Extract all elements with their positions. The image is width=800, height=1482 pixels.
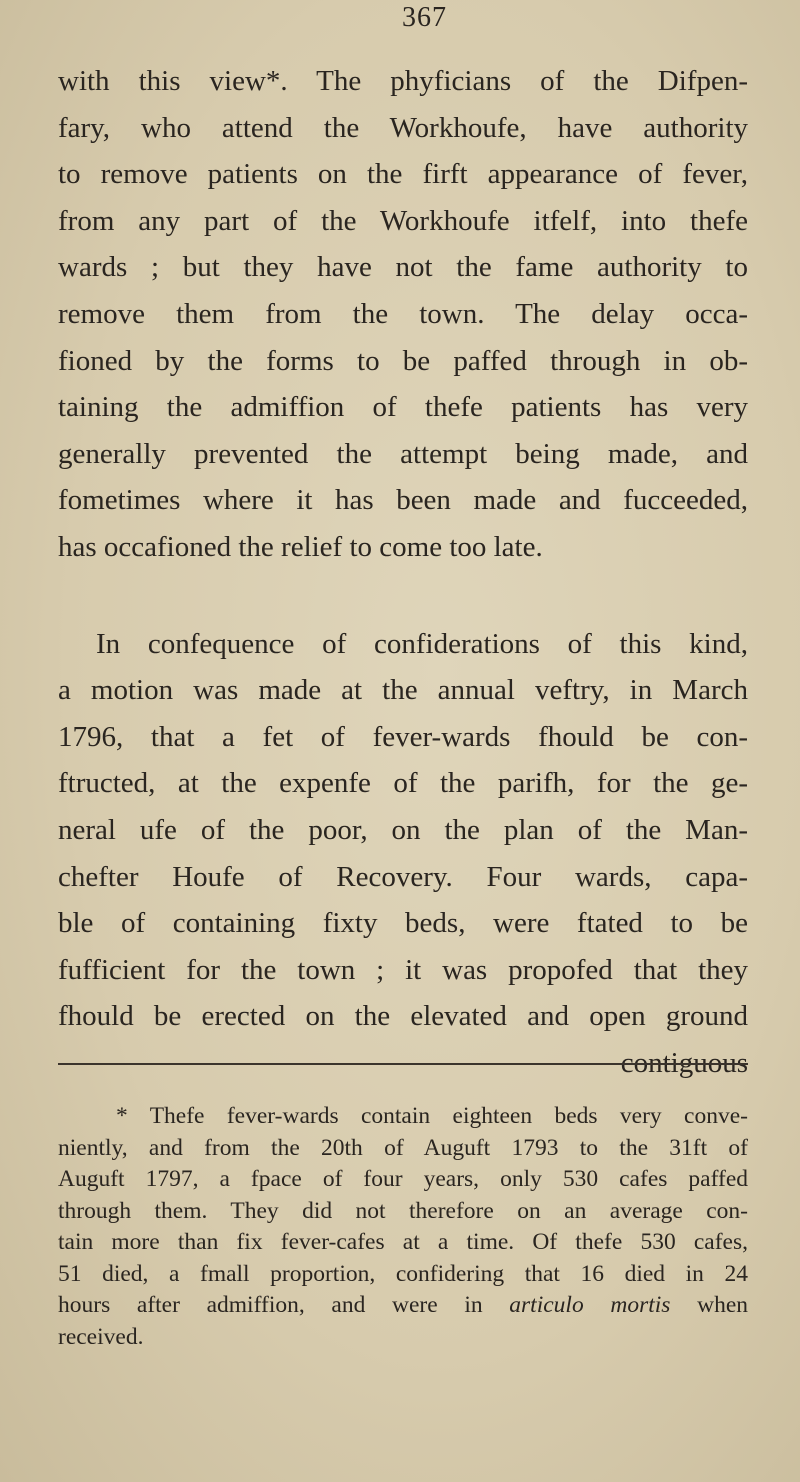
text-line: to remove patients on the firft appearance of fever, [58, 158, 748, 191]
footnote-text: hours after admiffion, and were in [58, 1292, 483, 1318]
text-line: fometimes where it has been made and fucceeded, [58, 484, 748, 517]
text-line: ftructed, at the expenfe of the parifh, for the ge- [58, 767, 748, 800]
text-line: 1796, that a fet of fever-wards fhould be con- [58, 720, 748, 753]
footnote-italic: articulo mortis [509, 1292, 671, 1318]
text-line: neral ufe of the poor, on the plan of the Man- [58, 813, 748, 846]
text-line: fufficient for the town ; it was propofed that they [58, 953, 748, 986]
text-line: fhould be erected on the elevated and open ground [58, 1000, 748, 1033]
footnote [58, 1101, 748, 1353]
footnote-line [58, 1290, 748, 1322]
footnote-line: niently, and from the 20th of Auguft 1793 to the 31ft of [58, 1134, 748, 1161]
text-line: fioned by the forms to be paffed through in ob- [58, 344, 748, 377]
text-line: In confequence of confiderations of this kind, [96, 627, 748, 660]
footnote-rule [58, 1063, 748, 1065]
text-line: ble of containing fixty beds, were ftated to be [58, 907, 748, 940]
footnote-line: 51 died, a fmall proportion, confidering that 16 died in 24 [58, 1260, 748, 1287]
text-line: wards ; but they have not the fame authority to [58, 251, 748, 284]
footnote-line: Auguft 1797, a fpace of four years, only 530 cafes paffed [58, 1166, 748, 1192]
text-line: chefter Houfe of Recovery. Four wards, capa- [58, 860, 748, 893]
text-line: has occafioned the relief to come too late. [58, 530, 543, 563]
text-line: generally prevented the attempt being made, and [58, 437, 748, 470]
text-line: a motion was made at the annual veftry, in March [58, 674, 748, 707]
body-text [58, 58, 748, 1086]
footnote-line: received. [58, 1323, 144, 1350]
text-line: from any part of the Workhoufe itfelf, into thefe [58, 204, 748, 237]
footnote-line: through them. They did not therefore on an average con- [58, 1197, 748, 1224]
page-number: 367 [402, 2, 447, 33]
text-line: fary, who attend the Workhoufe, have authority [58, 111, 748, 144]
text-line: remove them from the town. The delay occa- [58, 297, 748, 330]
text-line: taining the admiffion of thefe patients has very [58, 391, 748, 424]
text-line: with this view*. The phyficians of the Difpen- [58, 65, 748, 97]
paragraph-gap [58, 571, 748, 621]
footnote-text: when [697, 1292, 749, 1318]
catchword: contiguous [620, 1046, 748, 1079]
footnote-line: * Thefe fever-wards contain eighteen beds very conve- [116, 1103, 748, 1129]
footnote-line: tain more than fix fever-cafes at a time. Of thefe 530 cafes, [58, 1229, 748, 1255]
